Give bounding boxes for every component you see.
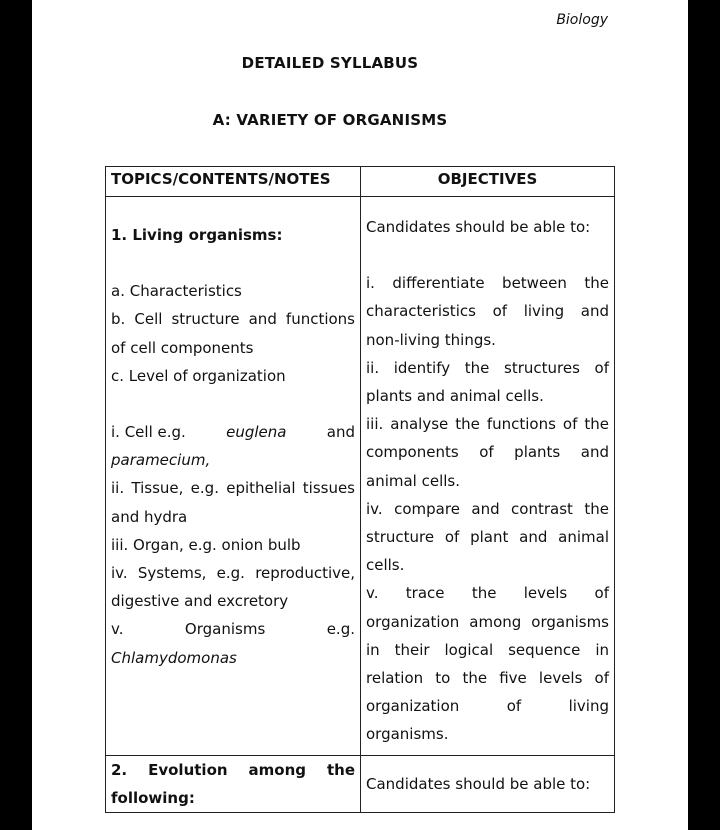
objective-item: iii. analyse the functions of the components of plants and animal cells. <box>366 415 609 490</box>
subject-header: Biology <box>556 12 608 28</box>
objectives-intro: Candidates should be able to: <box>366 774 591 793</box>
objectives-intro: Candidates should be able to: <box>366 218 591 236</box>
topic-subitem-cont: Chlamydomonas <box>111 648 237 667</box>
topic-subitem: i. Cell e.g. euglena and <box>111 423 355 442</box>
topic-heading: 2. Evolution among the following: <box>111 760 355 807</box>
objectives-cell <box>361 755 615 812</box>
syllabus-table <box>105 166 615 813</box>
topic-subitem: ii. Tissue, e.g. epithelial tissues and hydra <box>111 479 355 526</box>
document-page <box>32 0 688 830</box>
table-row <box>106 197 615 756</box>
topic-heading: 1. Living organisms: <box>111 226 283 244</box>
topic-item: c. Level of organization <box>111 366 286 385</box>
objective-item: iv. compare and contrast the structure of plant and animal cells. <box>366 499 609 575</box>
topic-item: a. Characteristics <box>111 282 242 301</box>
topic-subitem: v. Organisms e.g. <box>111 620 355 639</box>
syllabus-title: DETAILED SYLLABUS <box>241 54 419 72</box>
topic-item: b. Cell structure and functions of cell components <box>111 310 355 357</box>
table-header-row <box>106 167 615 197</box>
topic-subitem: iv. Systems, e.g. reproductive, digestive and excretory <box>111 564 355 611</box>
topics-cell <box>106 755 361 812</box>
objectives-cell <box>361 197 615 756</box>
section-title: A: VARIETY OF ORGANISMS <box>212 111 448 129</box>
table-row <box>106 755 615 812</box>
objective-item: i. differentiate between the characteristics of living and non-living things. <box>366 274 609 349</box>
topic-subitem: iii. Organ, e.g. onion bulb <box>111 535 301 554</box>
topics-column-header: TOPICS/CONTENTS/NOTES <box>106 167 361 197</box>
objective-item: ii. identify the structures of plants and animal cells. <box>366 358 609 406</box>
objectives-column-header: OBJECTIVES <box>361 167 615 197</box>
topics-cell <box>106 197 361 756</box>
objective-item: v. trace the levels of organization among organisms in their logical sequence in relation to the five levels of organization of living organisms. <box>366 584 609 744</box>
topic-subitem-cont: paramecium, <box>111 451 211 470</box>
